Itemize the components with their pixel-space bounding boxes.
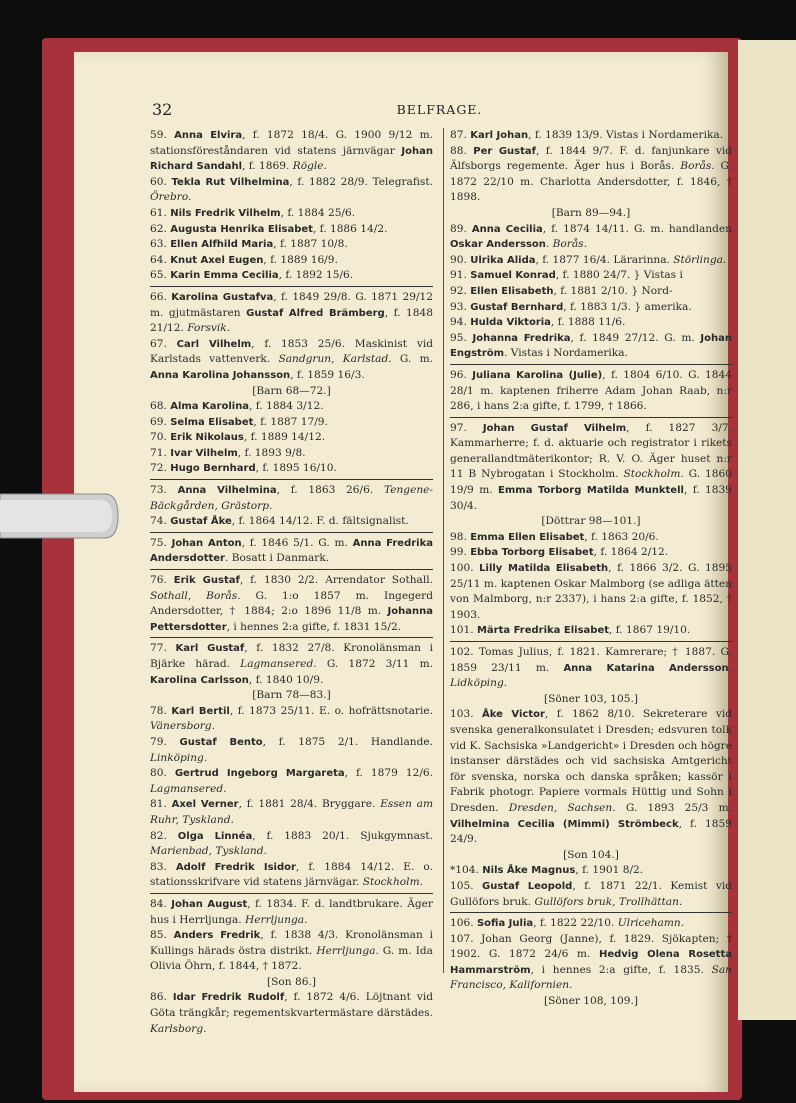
entry-text: 90. — [450, 253, 471, 266]
person-name: Gertrud Ingeborg Margareta — [174, 768, 345, 780]
entry-text: , f. 1834. F. d. landtbrukare. Äger hus i Herrljunga. — [150, 897, 433, 926]
page-holder-clip — [0, 486, 120, 546]
person-name: Anna Karolina Johansson — [150, 369, 291, 381]
entry-text: 75. — [150, 536, 172, 549]
place-name: Essen am Ruhr, Tyskland. — [150, 798, 433, 826]
genealogy-entry — [150, 337, 433, 384]
section-rule — [150, 286, 433, 287]
genealogy-entry — [450, 561, 732, 623]
person-name: Erik Nikolaus — [170, 432, 244, 444]
entry-text: , f. 1822 22/10. — [533, 917, 618, 930]
entry-text: 78. — [150, 704, 172, 717]
place-name: Lidköping. — [450, 677, 508, 690]
running-head: BELFRAGE. — [396, 102, 483, 117]
genealogy-entry — [450, 530, 732, 546]
person-name: Sofia Julia — [476, 918, 534, 930]
entry-text: 85. — [150, 929, 174, 942]
person-name: Johan Gustaf Vilhelm — [482, 422, 627, 434]
genealogy-entry — [450, 545, 732, 561]
genealogy-entry — [450, 879, 732, 910]
place-name: Borås. — [680, 160, 715, 173]
entry-text: [Barn 89—94.] — [551, 206, 631, 219]
entry-text: [Barn 68—72.] — [252, 384, 331, 397]
entry-text: , f. 1839 30/4. — [450, 484, 732, 512]
entry-text: 88. — [450, 144, 474, 157]
place-name: Störlinga. — [673, 253, 727, 266]
person-name: Karolina Gustafva — [171, 291, 274, 303]
person-name: Gustaf Bento — [179, 736, 263, 748]
genealogy-entry — [150, 860, 433, 891]
place-name: Lagmansered. — [240, 658, 317, 670]
person-name: Johanna Pettersdotter — [150, 606, 433, 633]
genealogy-entry — [150, 461, 433, 477]
person-name: Gustaf Leopold — [482, 880, 573, 892]
place-name: Stockholm. — [362, 876, 423, 889]
person-name: Selma Elisabet — [170, 416, 254, 428]
genealogy-entry — [150, 206, 433, 222]
entry-text: , f. 1881 2/10. } Nord- — [553, 284, 673, 297]
entry-text: G. 1:o 1857 m. Ingegerd Andersdotter, † 1884; 2:o 1896 11/8 m. — [150, 589, 433, 618]
entry-text: 99. — [450, 546, 471, 559]
entry-text: , f. 1880 24/7. } Vistas i — [555, 269, 683, 282]
entry-text: , f. 1839 13/9. Vistas i Nordamerika. — [528, 129, 724, 141]
entry-text: , f. 1840 10/9. — [248, 673, 324, 686]
entry-text: , f. 1832 27/8. Kronolänsman i Bjärke härad. — [150, 642, 434, 670]
entry-text: , f. 1882 28/9. Telegrafist. — [289, 175, 433, 188]
entry-text: , f. 1895 16/10. — [255, 462, 337, 475]
person-name: Johan August — [171, 898, 248, 910]
entry-text: , f. 1849 27/12. G. m. — [570, 331, 701, 344]
place-name: Borås. — [552, 238, 587, 251]
person-name: Ellen Elisabeth — [470, 285, 554, 297]
entry-text: , f. 1866 3/2. G. 1895 25/11 m. kaptenen Oskar Malmborg (se adliga ätten von Malmborg, n:r 2337), i hans 2:a gifte, f. 1852, † 1903. — [450, 562, 732, 621]
entry-text: , f. 1883 20/1. Sjukgymnast. — [252, 829, 433, 842]
person-name: Ulrika Alida — [470, 254, 536, 266]
entry-text: *104. — [450, 864, 483, 877]
person-name: Idar Fredrik Rudolf — [172, 992, 285, 1004]
column-divider — [443, 128, 444, 973]
children-note — [150, 384, 433, 400]
entry-text: , i hennes 2:a gifte, f. 1835. — [530, 963, 712, 976]
section-rule — [150, 893, 433, 894]
entry-text: , f. 1871 22/1. Kemist vid Gullöfors bruk. — [450, 879, 732, 908]
entry-text: . Bosatt i Danmark. — [225, 552, 330, 565]
genealogy-entry — [150, 641, 433, 688]
entry-text: , f. 1869. — [242, 160, 293, 173]
entry-text: 81. — [150, 798, 172, 811]
person-name: Emma Ellen Elisabet — [470, 531, 585, 543]
genealogy-entry — [450, 222, 732, 253]
children-note — [150, 975, 433, 991]
entry-text: 62. — [150, 222, 171, 235]
entry-text: . Vistas i Nordamerika. — [504, 347, 628, 360]
genealogy-entry — [150, 766, 433, 797]
entry-text: [Söner 108, 109.] — [544, 995, 638, 1008]
person-name: Ellen Alfhild Maria — [170, 239, 274, 251]
genealogy-entry — [450, 932, 732, 994]
person-name: Per Gustaf — [473, 145, 536, 157]
genealogy-entry — [150, 990, 433, 1037]
genealogy-entry — [450, 707, 732, 847]
entry-text: , f. 1889 14/12. — [243, 431, 326, 444]
entry-text: 68. — [150, 400, 171, 413]
entry-text: , f. 1884 14/12. E. o. stationsskrifvare vid statens järnvägar. — [150, 860, 433, 889]
genealogy-entry — [450, 300, 732, 316]
genealogy-entry — [150, 797, 433, 828]
entry-text: , f. 1884 25/6. — [280, 206, 356, 219]
genealogy-entry — [150, 222, 433, 238]
person-name: Olga Linnéa — [177, 830, 253, 842]
genealogy-entry — [150, 399, 433, 415]
entry-text: 67. — [150, 337, 177, 350]
entry-text: , f. 1884 3/12. — [249, 400, 324, 413]
person-name: Vilhelmina Cecilia (Mimmi) Strömbeck — [450, 818, 679, 830]
entry-text: G. m. — [391, 353, 433, 366]
section-rule — [150, 479, 433, 480]
entry-text: 91. — [450, 269, 471, 282]
person-name: Alma Karolina — [170, 401, 250, 413]
place-name: Stockholm. — [623, 468, 684, 481]
person-name: Åke Victor — [482, 709, 545, 721]
person-name: Axel Verner — [171, 799, 239, 811]
children-note — [450, 848, 732, 864]
person-name: Anna Fredrika Andersdotter — [150, 537, 434, 565]
entry-text: 97. — [450, 421, 483, 434]
person-name: Nils Fredrik Vilhelm — [170, 207, 281, 219]
entry-text: 86. — [150, 991, 173, 1004]
entry-text: 82. — [150, 829, 178, 842]
genealogy-entry — [150, 483, 433, 514]
entry-text: 105. — [450, 879, 483, 892]
section-rule — [450, 364, 732, 365]
person-name: Johanna Fredrika — [472, 332, 571, 344]
place-name: San Francisco, Kalifornien. — [450, 963, 732, 992]
person-name: Gustaf Åke — [170, 516, 232, 528]
entry-text: G. 1872 22/10 m. Charlotta Andersdotter, f. 1846, † 1898. — [450, 160, 732, 204]
place-name: Forsvik. — [187, 322, 231, 335]
genealogy-entry — [450, 368, 732, 415]
entry-text: , f. 1879 12/6. — [344, 767, 433, 780]
entry-text: 94. — [450, 316, 471, 329]
person-name: Tekla Rut Vilhelmina — [171, 176, 290, 188]
person-name: Karl Gustaf — [175, 643, 245, 655]
genealogy-entry — [450, 863, 732, 879]
entry-text: G. 1860 19/9 m. — [450, 468, 732, 497]
children-note — [450, 692, 732, 708]
person-name: Hulda Viktoria — [470, 317, 551, 329]
person-name: Karl Bertil — [171, 705, 230, 717]
person-name: Anders Fredrik — [173, 930, 261, 942]
place-name: Linköping. — [150, 751, 208, 764]
person-name: Nils Åke Magnus — [482, 865, 576, 877]
entry-text: 69. — [150, 415, 171, 428]
section-rule — [450, 417, 732, 418]
genealogy-entry — [150, 704, 433, 735]
person-name: Gustaf Alfred Brämberg — [246, 307, 385, 319]
genealogy-entry — [450, 916, 732, 932]
place-name: Herrljunga. — [316, 944, 379, 957]
genealogy-entry — [150, 536, 433, 567]
entry-text: , f. 1875 2/1. Handlande. — [262, 735, 433, 748]
person-name: Anna Katarina Andersson — [563, 662, 729, 674]
entry-text: 84. — [150, 897, 172, 910]
entry-text: , f. 1872 4/6. Löjtnant vid Göta trängkår; regementskvartermästare därstädes. — [150, 991, 433, 1020]
genealogy-entry — [150, 237, 433, 253]
genealogy-entry — [450, 144, 732, 206]
person-name: Anna Cecilia — [471, 223, 543, 235]
person-name: Ivar Vilhelm — [170, 447, 238, 459]
entry-text: , f. 1863 26/6. — [276, 484, 384, 497]
place-name: Ulricehamn. — [617, 917, 685, 930]
entry-text: 77. — [150, 642, 176, 655]
entry-text: , f. 1846 5/1. G. m. — [241, 536, 353, 549]
place-name: Dresden, Sachsen. — [508, 801, 616, 814]
entry-text: 63. — [150, 238, 171, 251]
entry-text: , f. 1859 24/9. — [450, 817, 732, 846]
person-name: Johan Anton — [171, 537, 242, 549]
entry-text: , f. 1863 20/6. — [584, 530, 659, 543]
person-name: Adolf Fredrik Isidor — [175, 861, 296, 873]
entry-text: , f. 1864 2/12. — [593, 546, 669, 559]
person-name: Oskar Andersson — [450, 239, 546, 251]
genealogy-entry — [150, 446, 433, 462]
entry-text: G. 1872 3/11 m. — [316, 658, 433, 670]
entry-text: , f. 1893 9/8. — [237, 446, 306, 459]
person-name: Gustaf Bernhard — [470, 301, 564, 313]
section-rule — [450, 912, 732, 913]
place-name: Örebro. — [150, 191, 192, 204]
entry-text: [Döttrar 98—101.] — [541, 515, 641, 528]
entry-text: 80. — [150, 767, 175, 780]
entry-text: , f. 1889 16/9. — [263, 253, 338, 266]
person-name: Emma Torborg Matilda Munktell — [498, 485, 684, 497]
facing-page-edge — [738, 40, 796, 1020]
entry-text: 87. — [450, 129, 471, 141]
entry-text: 74. — [150, 515, 171, 528]
section-rule — [450, 641, 732, 642]
place-name: Sandgrun, Karlstad. — [278, 353, 392, 366]
entry-text: 103. — [450, 708, 482, 721]
entry-text: 83. — [150, 860, 176, 873]
entry-text: , f. 1827 3/7. Kammarherre; f. d. aktuarie och registrator i rikets generallandtmäterikontor; R. V. O. Äger huset n:r 11 B Nybrogatan i Stockholm. — [450, 421, 732, 481]
left-column — [150, 128, 433, 1037]
person-name: Carl Vilhelm — [176, 338, 252, 350]
place-name: Marienbad, Tyskland. — [150, 845, 267, 858]
genealogy-entry — [150, 253, 433, 269]
entry-text: 98. — [450, 530, 471, 543]
genealogy-entry — [450, 421, 732, 515]
person-name: Augusta Henrika Elisabet — [170, 223, 313, 235]
person-name: Erik Gustaf — [173, 575, 240, 587]
genealogy-entry — [150, 897, 433, 928]
genealogy-entry — [450, 331, 732, 362]
entry-text: 100. — [450, 562, 480, 575]
entry-text: , f. 1848 21/12. — [150, 306, 433, 335]
children-note — [450, 994, 732, 1010]
genealogy-entry — [450, 253, 732, 269]
place-name: Gullöfors bruk, Trollhättan. — [534, 895, 683, 908]
entry-text: 66. — [150, 290, 172, 303]
person-name: Lilly Matilda Elisabeth — [479, 563, 609, 575]
person-name: Anna Vilhelmina — [177, 485, 277, 497]
genealogy-entry — [150, 514, 433, 530]
entry-text: , f. 1901 8/2. — [575, 864, 644, 877]
entry-text: 106. — [450, 917, 477, 930]
entry-text: 89. — [450, 222, 472, 235]
entry-text: , f. 1830 2/2. Arrendator Sothall. — [239, 574, 433, 587]
entry-text: 79. — [150, 735, 180, 748]
entry-text: , f. 1849 29/8. G. 1871 29/12 m. gjutmästaren — [150, 290, 433, 319]
entry-text: 101. — [450, 624, 477, 637]
place-name: Vänersborg. — [150, 720, 215, 733]
person-name: Johan Engström — [450, 332, 732, 360]
entry-text: [Barn 78—83.] — [252, 689, 331, 702]
place-name: Herrljunga. — [245, 913, 308, 926]
person-name: Ebba Torborg Elisabet — [470, 547, 594, 559]
genealogy-entry — [150, 573, 433, 635]
page-header — [152, 100, 727, 122]
entry-text: 95. — [450, 331, 473, 344]
entry-text: 59. — [150, 129, 175, 141]
person-name: Märta Fredrika Elisabet — [476, 625, 610, 637]
entry-text: 61. — [150, 206, 171, 219]
children-note — [450, 206, 732, 222]
genealogy-entry — [150, 175, 433, 206]
right-column — [450, 128, 732, 1010]
entry-text: , f. 1892 15/6. — [278, 269, 354, 282]
entry-text: [Söner 103, 105.] — [544, 692, 638, 705]
entry-text: 102. Tomas Julius, f. 1821. Kamrerare; † 1887. G. 1859 23/11 m. — [450, 646, 732, 674]
entry-text: [Son 104.] — [563, 848, 619, 861]
section-rule — [150, 569, 433, 570]
entry-text: 96. — [450, 368, 473, 381]
entry-text: . — [728, 661, 732, 674]
person-name: Johan Richard Sandahl — [150, 145, 433, 173]
entry-text: G. 1893 25/3 m. — [615, 801, 732, 814]
person-name: Karin Emma Cecilia — [170, 270, 279, 282]
place-name: Tengene-Bäckgården, Grästorp. — [150, 484, 434, 512]
entry-text: , i hennes 2:a gifte, f. 1831 15/2. — [226, 620, 402, 633]
genealogy-entry — [450, 284, 732, 300]
entry-text: , f. 1874 14/11. G. m. handlanden — [542, 222, 732, 235]
place-name: Sothall, Borås. — [150, 589, 241, 602]
genealogy-entry — [150, 829, 433, 860]
genealogy-entry — [150, 290, 433, 337]
entry-text: 107. Johan Georg (Janne), f. 1829. Sjökapten; † 1902. G. 1872 24/6 m. — [450, 932, 732, 961]
entry-text: , f. 1844 9/7. F. d. fanjunkare vid Älfsborgs regemente. Äger hus i Borås. — [450, 144, 732, 173]
entry-text: , f. 1887 17/9. — [253, 415, 328, 428]
entry-text: 60. — [150, 175, 172, 188]
entry-text: 92. — [450, 284, 471, 297]
place-name: Karlsborg. — [150, 1022, 207, 1035]
entry-text: 73. — [150, 484, 178, 497]
children-note — [150, 688, 433, 704]
children-note — [450, 514, 732, 530]
entry-text: , f. 1887 10/8. — [273, 238, 348, 251]
genealogy-entry — [450, 645, 732, 692]
entry-text: , f. 1886 14/2. — [312, 222, 388, 235]
place-name: Rögle. — [292, 160, 327, 173]
entry-text: . — [545, 238, 553, 251]
entry-text: [Son 86.] — [267, 975, 316, 988]
entry-text: , f. 1877 16/4. Lärarinna. — [535, 253, 674, 266]
section-rule — [150, 532, 433, 533]
genealogy-entry — [450, 268, 732, 284]
entry-text: , f. 1881 28/4. Bryggare. — [238, 798, 381, 811]
entry-text: 71. — [150, 446, 171, 459]
entry-text: , f. 1853 25/6. Maskinist vid Karlstads vattenverk. — [150, 337, 433, 366]
genealogy-entry — [150, 735, 433, 766]
entry-text: , f. 1864 14/12. F. d. fältsignalist. — [231, 515, 409, 528]
entry-text: , f. 1883 1/3. } amerika. — [563, 300, 692, 313]
entry-text: , f. 1888 11/6. — [550, 316, 626, 329]
person-name: Samuel Konrad — [470, 270, 556, 282]
place-name: Lagmansered. — [150, 782, 227, 795]
entry-text: 64. — [150, 253, 171, 266]
entry-text: 72. — [150, 462, 171, 475]
entry-text: G. m. Ida Olivia Öhrn, f. 1844, † 1872. — [150, 944, 433, 973]
person-name: Karolina Carlsson — [150, 674, 249, 686]
entry-text: , f. 1867 19/10. — [609, 624, 691, 637]
entry-text: , f. 1804 6/10. G. 1844 28/1 m. kaptenen friherre Adam Johan Raab, n:r 286, i hans 2:a gifte, f. 1799, † 1866. — [450, 368, 732, 413]
person-name: Anna Elvira — [174, 130, 243, 141]
person-name: Hugo Bernhard — [170, 463, 256, 475]
genealogy-entry — [150, 430, 433, 446]
entry-text: , f. 1838 4/3. Kronolänsman i Kullings härads östra distrikt. — [150, 929, 433, 957]
entry-text: 70. — [150, 431, 171, 444]
person-name: Karl Johan — [470, 130, 529, 141]
person-name: Knut Axel Eugen — [170, 254, 264, 266]
entry-text: , f. 1859 16/3. — [290, 368, 365, 381]
entry-text: , f. 1873 25/11. E. o. hofrättsnotarie. — [229, 704, 433, 717]
entry-text: , f. 1862 8/10. Sekreterare vid svenska generalkonsulatet i Dresden; edsvuren tolk vid K. Sachsiska »Landgericht» i Dresden och högre instanser därstädes och vid sachsiska Amtgericht för svenska, norska och danska språken; kassör i Fabrik photogr. Papiere vormals Hüttig und Sohn i Dresden. — [450, 708, 732, 814]
person-name: Juliana Karolina (Julie) — [472, 369, 603, 381]
genealogy-entry — [450, 623, 732, 639]
genealogy-entry — [150, 268, 433, 284]
entry-text: 76. — [150, 574, 174, 587]
genealogy-entry — [150, 928, 433, 975]
entry-text: 93. — [450, 300, 471, 313]
entry-text: 65. — [150, 269, 171, 282]
genealogy-entry — [150, 128, 433, 175]
genealogy-entry — [150, 415, 433, 431]
section-rule — [150, 637, 433, 638]
genealogy-entry — [450, 315, 732, 331]
page-number: 32 — [152, 100, 173, 119]
genealogy-entry — [450, 128, 732, 144]
entry-text: , f. 1872 18/4. G. 1900 9/12 m. stationsföreståndaren vid statens järnvägar — [150, 129, 434, 157]
person-name: Hedvig Olena Rosetta Hammarström — [450, 949, 732, 976]
